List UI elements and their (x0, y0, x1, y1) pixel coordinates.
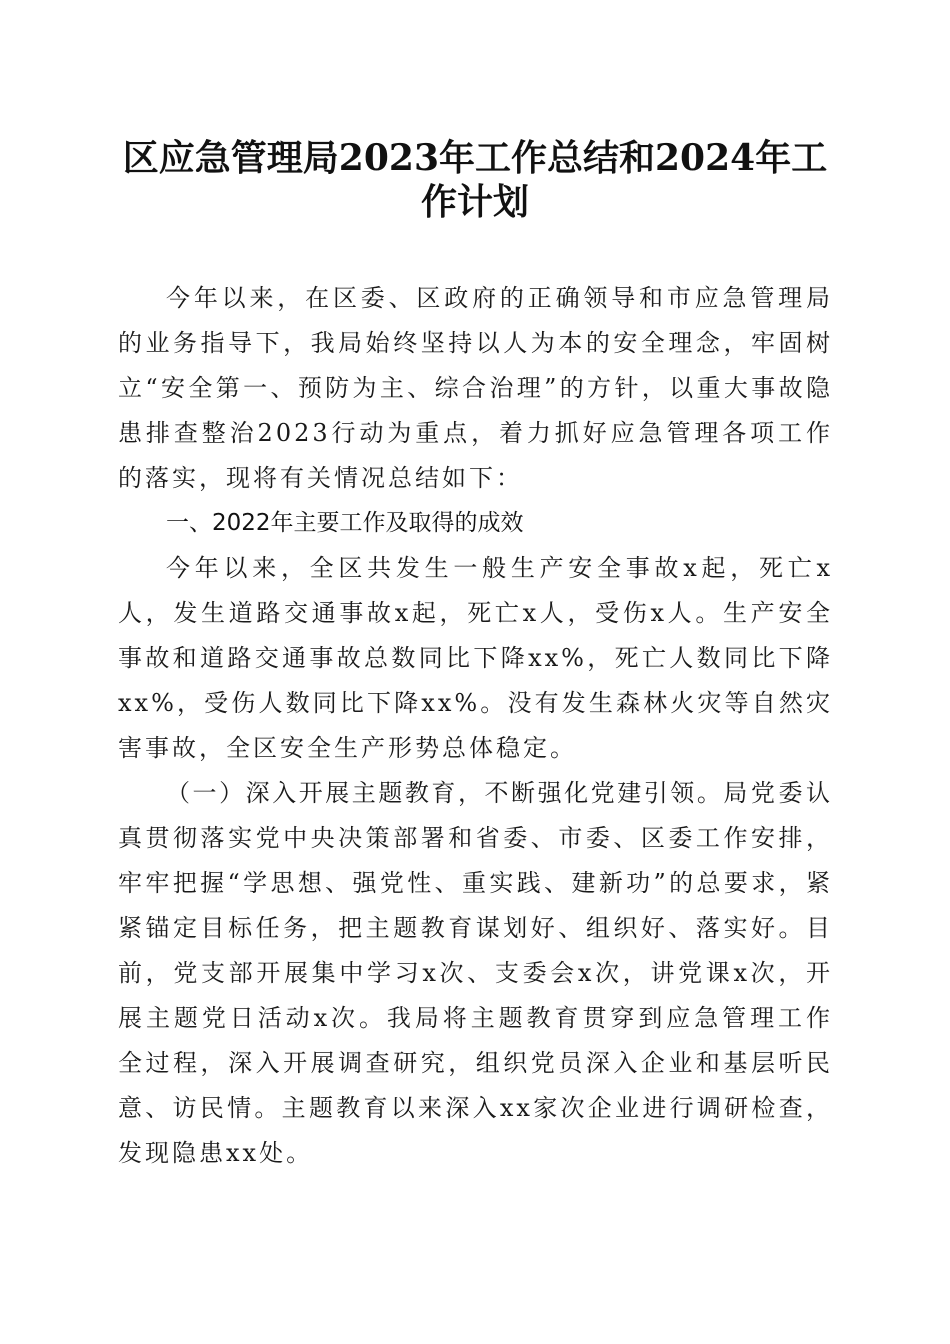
subsection-paragraph (118, 771, 833, 1176)
subsection-lead: （一）深入开展主题教育，不断强化党建引领。 (166, 779, 724, 807)
intro-paragraph: 今年以来，在区委、区政府的正确领导和市应急管理局的业务指导下，我局始终坚持以人为本的安全理念，牢固树立“安全第一、预防为主、综合治理”的方针，以重大事故隐患排查整治2023行动为重点，着力抓好应急管理各项工作的落实，现将有关情况总结如下： (118, 284, 833, 492)
subsection-body: 局党委认真贯彻落实党中央决策部署和省委、市委、区委工作安排，牢牢把握“学思想、强党性、重实践、建新功”的总要求，紧紧锚定目标任务，把主题教育谋划好、组织好、落实好。目前，党支部开展集中学习x次、支委会x次，讲党课x次，开展主题党日活动x次。我局将主题教育贯穿到应急管理工作全过程，深入开展调查研究，组织党员深入企业和基层听民意、访民情。主题教育以来深入xx家次企业进行调研检查，发现隐患xx处。 (118, 779, 833, 1167)
section-paragraph: 今年以来，全区共发生一般生产安全事故x起，死亡x人，发生道路交通事故x起，死亡x人，受伤x人。生产安全事故和道路交通事故总数同比下降xx%，死亡人数同比下降xx%，受伤人数同比下降xx%。没有发生森林火灾等自然灾害事故，全区安全生产形势总体稳定。 (118, 554, 833, 762)
document-title: 区应急管理局2023年工作总结和2024年工作计划 (122, 137, 828, 223)
section-heading: 一、2022年主要工作及取得的成效 (166, 510, 524, 536)
document-body (118, 276, 833, 1176)
